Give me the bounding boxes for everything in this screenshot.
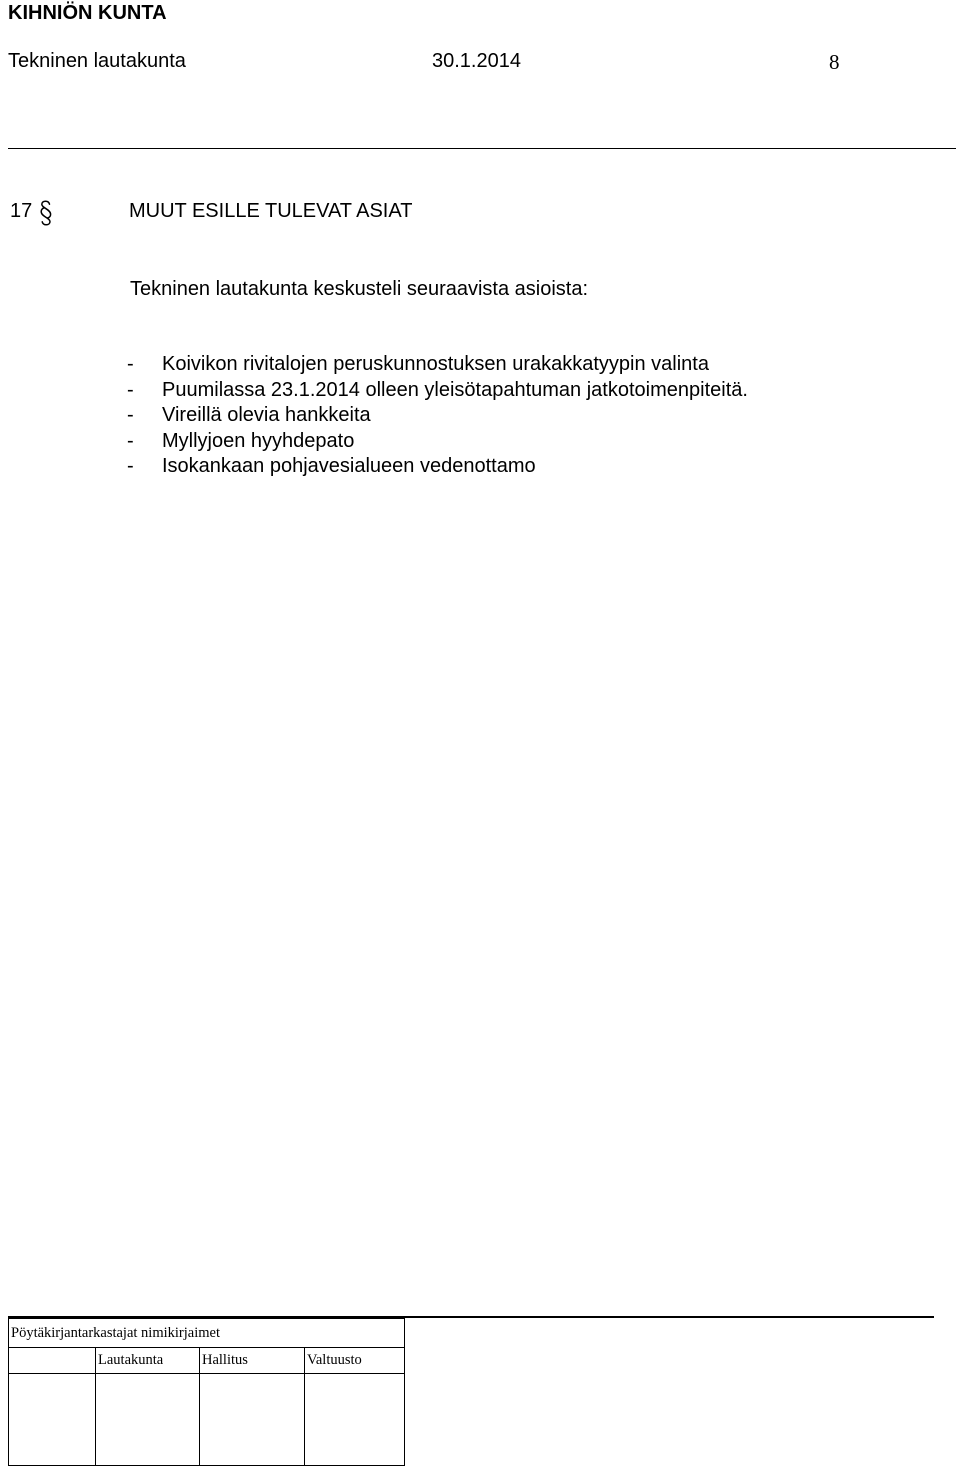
list-item bbox=[127, 352, 748, 378]
list-item-text: Vireillä olevia hankkeita bbox=[162, 404, 371, 426]
signatures-label: Pöytäkirjantarkastajat nimikirjaimet bbox=[9, 1319, 405, 1348]
page-number: 8 bbox=[829, 50, 840, 74]
list-dash: - bbox=[127, 378, 134, 401]
header-divider bbox=[8, 148, 956, 149]
list-item bbox=[127, 429, 748, 455]
list-dash: - bbox=[127, 455, 134, 477]
signature-table bbox=[8, 1318, 405, 1466]
column-hallitus: Hallitus bbox=[200, 1348, 305, 1374]
committee-name: Tekninen lautakunta bbox=[8, 50, 186, 72]
section-intro: Tekninen lautakunta keskusteli seuraavista asioista: bbox=[130, 278, 589, 300]
list-item-text: Isokankaan pohjavesialueen vedenottamo bbox=[162, 455, 536, 477]
signature-cell-empty bbox=[9, 1348, 96, 1374]
signature-box bbox=[9, 1374, 96, 1466]
signature-box-lautakunta bbox=[96, 1374, 200, 1466]
list-dash: - bbox=[127, 404, 134, 426]
section-number: 17 bbox=[10, 200, 33, 222]
list-item bbox=[127, 454, 748, 480]
list-item bbox=[127, 403, 748, 429]
column-valtuusto: Valtuusto bbox=[305, 1348, 405, 1374]
signature-box-hallitus bbox=[200, 1374, 305, 1466]
meeting-date: 30.1.2014 bbox=[432, 50, 521, 72]
list-item-text: Puumilassa 23.1.2014 olleen yleisötapahtuman jatkotoimenpiteitä. bbox=[162, 378, 748, 401]
section-sign-icon bbox=[36, 199, 56, 227]
list-item-text: Myllyjoen hyyhdepato bbox=[162, 429, 355, 452]
discussion-list bbox=[127, 352, 748, 480]
list-item bbox=[127, 378, 748, 404]
signature-box-valtuusto bbox=[305, 1374, 405, 1466]
list-dash: - bbox=[127, 353, 134, 375]
list-dash: - bbox=[127, 429, 134, 452]
section-title: MUUT ESILLE TULEVAT ASIAT bbox=[129, 200, 413, 222]
organization-name: KIHNIÖN KUNTA bbox=[8, 2, 167, 24]
list-item-text: Koivikon rivitalojen peruskunnostuksen urakakkatyypin valinta bbox=[162, 353, 709, 375]
column-lautakunta: Lautakunta bbox=[96, 1348, 200, 1374]
